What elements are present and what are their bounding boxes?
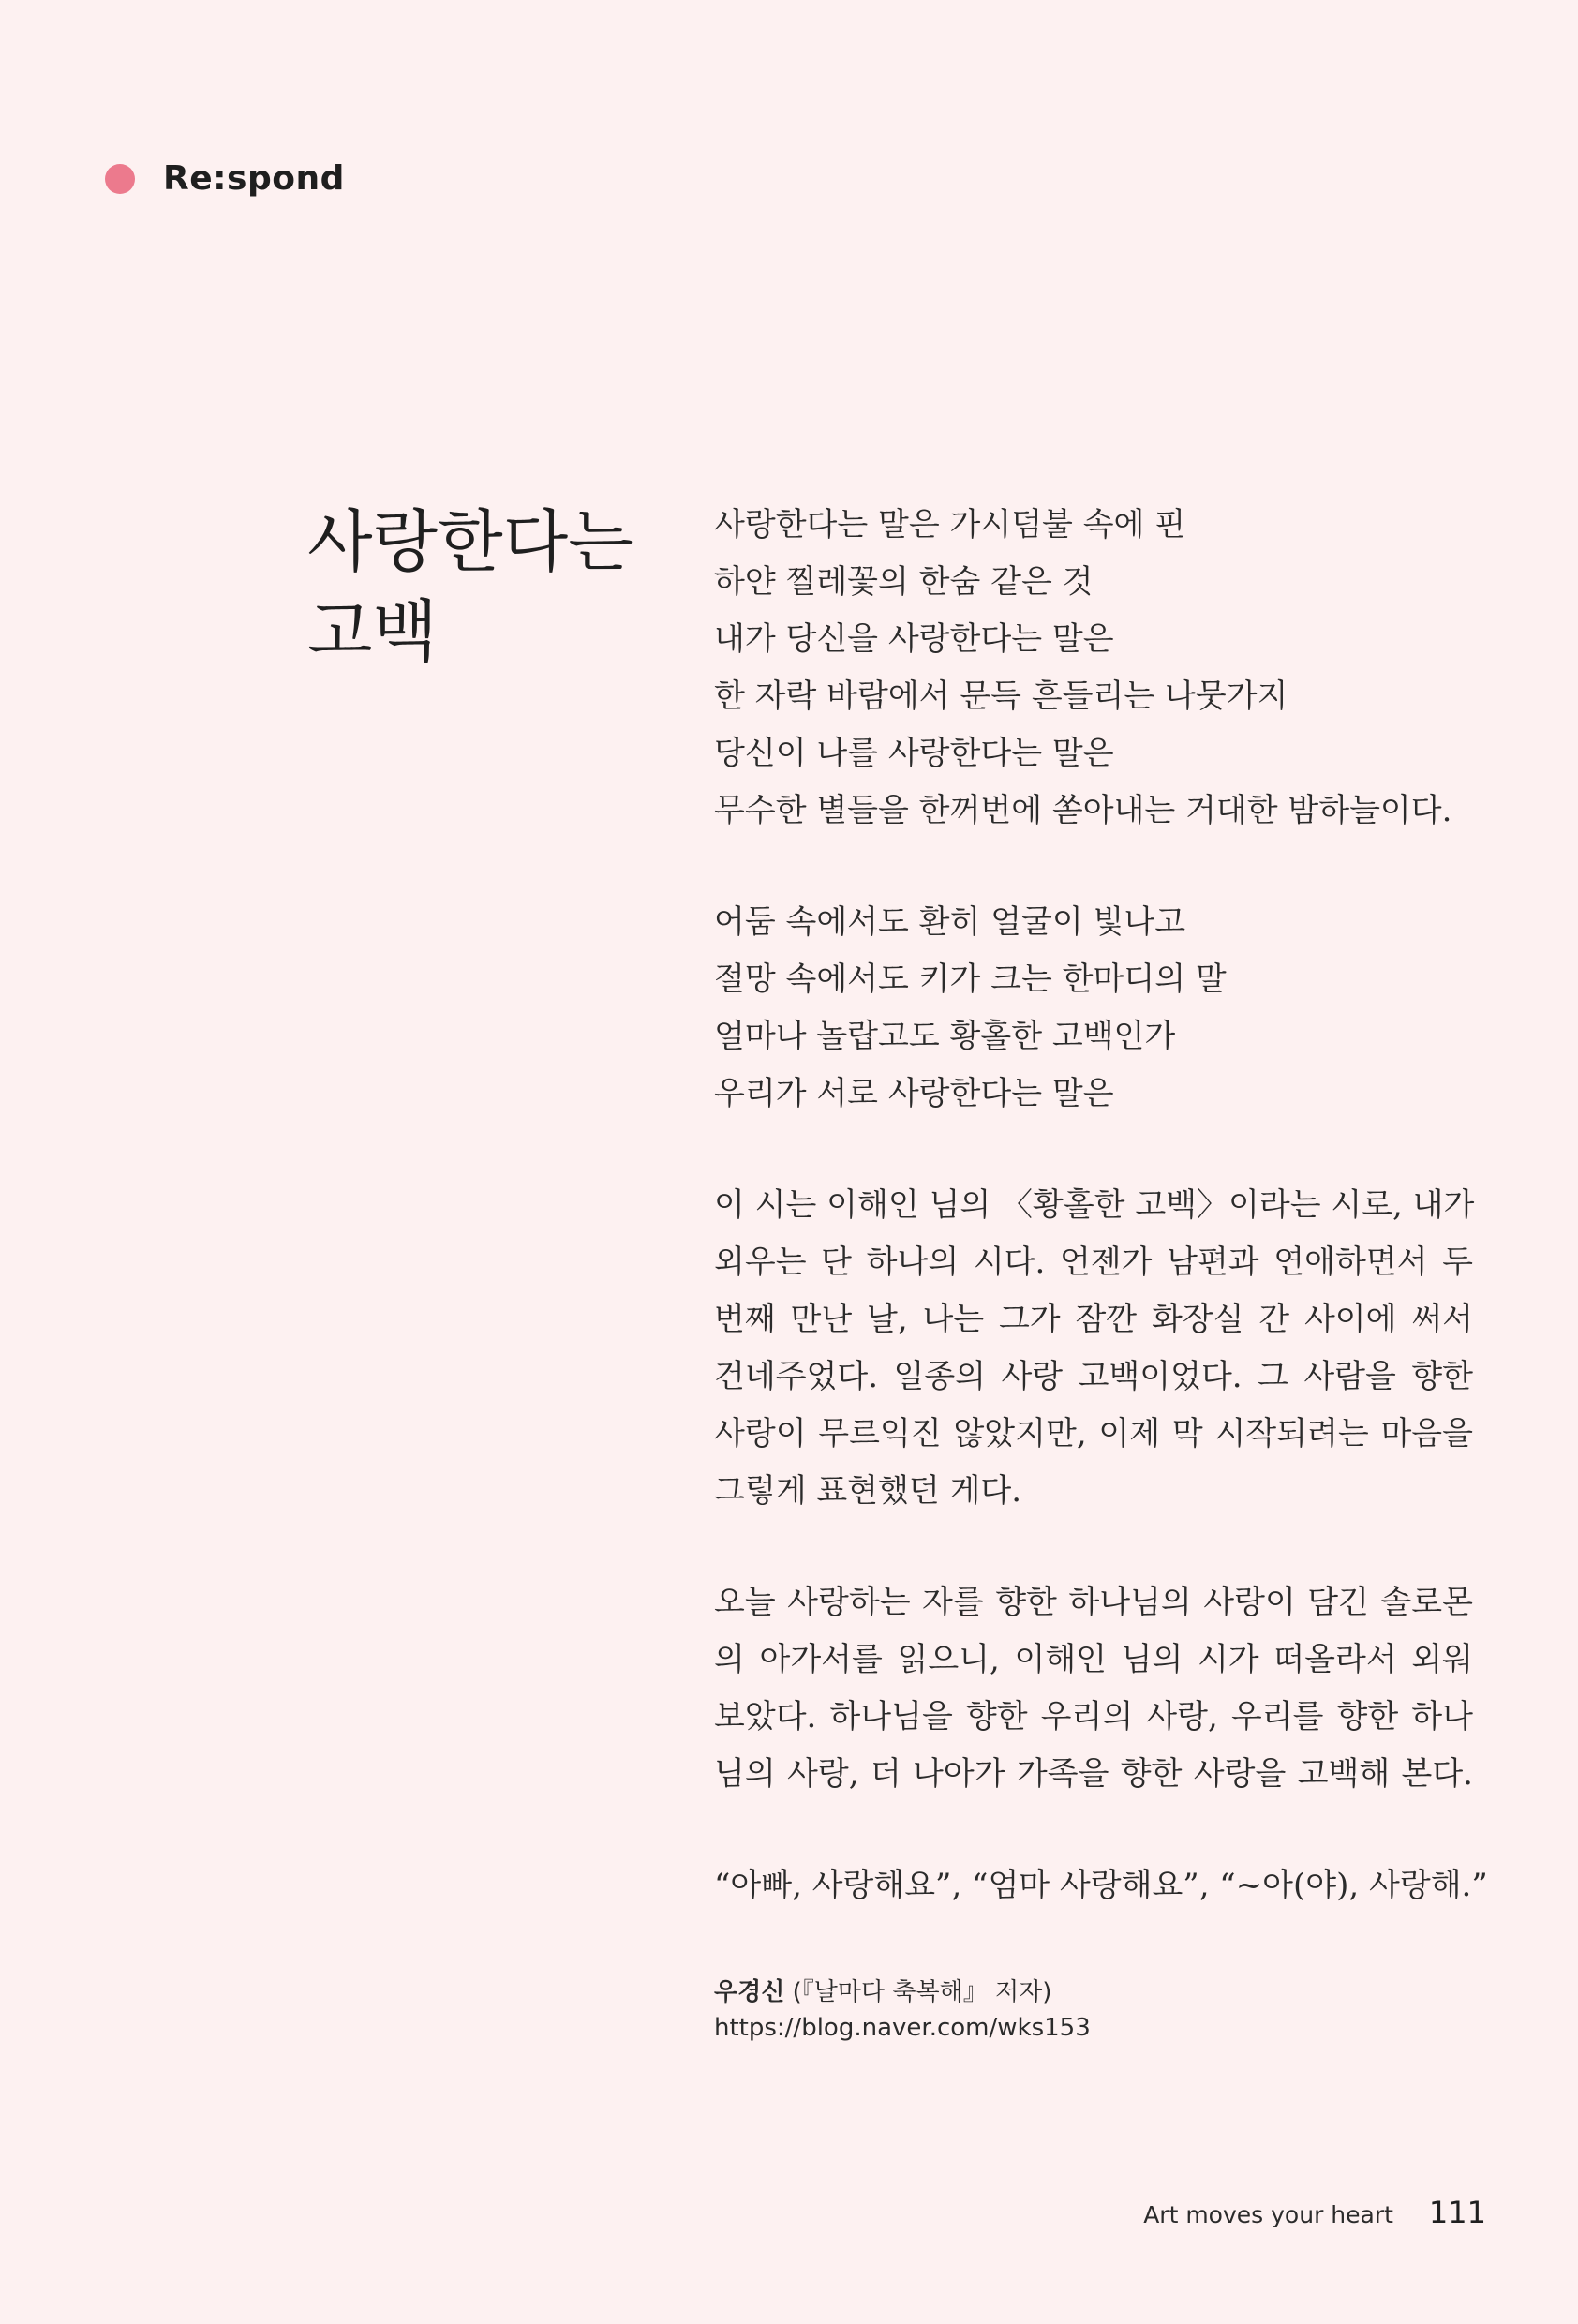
poem-stanza: [714, 497, 1473, 840]
prose-line: 건네주었다. 일종의 사랑 고백이었다. 그 사람을 향한: [714, 1358, 1473, 1395]
prose-line: 보았다. 하나님을 향한 우리의 사랑, 우리를 향한 하나: [714, 1698, 1473, 1736]
footer-tagline: Art moves your heart: [1143, 2201, 1393, 2228]
section-header: [105, 159, 345, 198]
poem-line: 우리가 서로 사랑한다는 말은: [714, 1075, 1114, 1112]
prose-line: 그렇게 표현했던 게다.: [714, 1472, 1022, 1510]
poem-line: 내가 당신을 사랑한다는 말은: [714, 620, 1114, 658]
poem-line: 당신이 나를 사랑한다는 말은: [714, 735, 1114, 772]
prose-line: 님의 사랑, 더 나아가 가족을 향한 사랑을 고백해 본다.: [714, 1755, 1473, 1793]
prose-line: 사랑이 무르익진 않았지만, 이제 막 시작되려는 마음을: [714, 1415, 1473, 1452]
poem-line: 무수한 별들을 한꺼번에 쏟아내는 거대한 밤하늘이다.: [714, 792, 1452, 829]
closing-quote: “아빠, 사랑해요”, “엄마 사랑해요”, “~아(야), 사랑해.”: [714, 1867, 1488, 1904]
poem-line: 사랑한다는 말은 가시덤불 속에 핀: [714, 506, 1186, 544]
author-block: [714, 1974, 1473, 2046]
prose-line: 이 시는 이해인 님의 〈황홀한 고백〉이라는 시로, 내가: [714, 1186, 1475, 1224]
article-title-line: 고백: [307, 592, 439, 671]
page-footer: [1143, 2195, 1486, 2230]
prose-line: 번째 만난 날, 나는 그가 잠깐 화장실 간 사이에 써서: [714, 1301, 1473, 1338]
author-url-link[interactable]: https://blog.naver.com/wks153: [714, 2014, 1091, 2042]
prose-paragraph: [714, 1574, 1473, 1803]
prose-line: 외우는 단 하나의 시다. 언젠가 남편과 연애하면서 두: [714, 1244, 1473, 1281]
prose-line: 오늘 사랑하는 자를 향한 하나님의 사랑이 담긴 솔로몬: [714, 1584, 1473, 1621]
poem-line: 얼마나 놀랍고도 황홀한 고백인가: [714, 1018, 1176, 1055]
article-title-line: 사랑한다는: [307, 502, 633, 581]
poem-line: 한 자락 바람에서 문득 흔들리는 나뭇가지: [714, 678, 1288, 715]
section-label: Re:spond: [163, 159, 345, 198]
poem-stanza: [714, 894, 1473, 1123]
section-dot-icon: [105, 164, 135, 194]
poem-line: 어둠 속에서도 환히 얼굴이 빛나고: [714, 903, 1186, 941]
article-body: [714, 497, 1488, 2046]
article-title: [307, 497, 663, 677]
prose-paragraph: [714, 1177, 1473, 1520]
page-number: 111: [1428, 2195, 1486, 2230]
poem-line: 하얀 찔레꽃의 한숨 같은 것: [714, 563, 1094, 601]
poem-line: 절망 속에서도 키가 크는 한마디의 말: [714, 961, 1227, 998]
prose-line: 의 아가서를 읽으니, 이해인 님의 시가 떠올라서 외워: [714, 1641, 1473, 1678]
author-name: 우경신: [714, 1978, 785, 2006]
author-note: (『날마다 축복해』 저자): [784, 1978, 1052, 2006]
